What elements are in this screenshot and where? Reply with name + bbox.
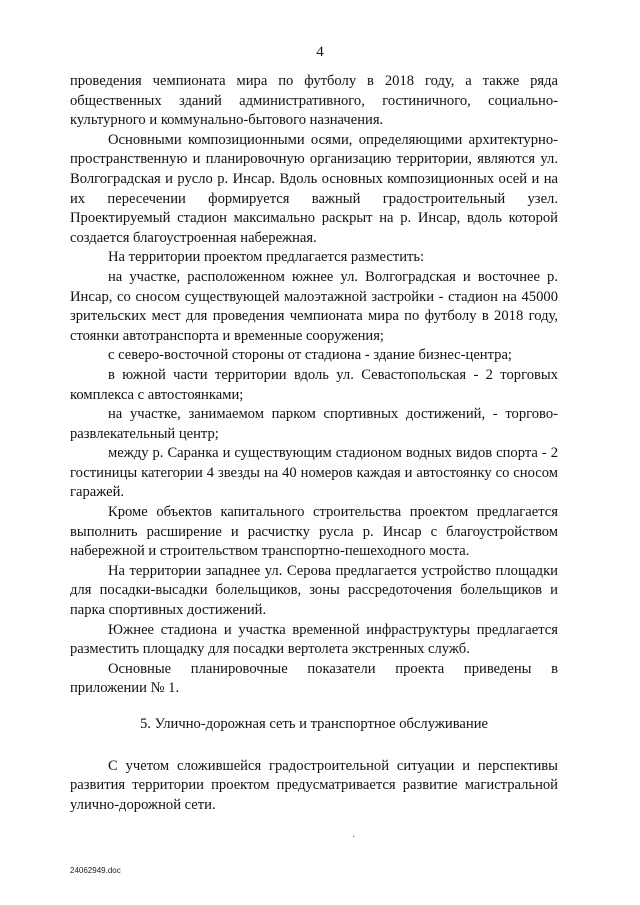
- page-number: 4: [316, 44, 324, 60]
- paragraph-7: на участке, занимаемом парком спортивных достижений, - торгово-развлекательный центр;: [70, 406, 558, 442]
- document-file-id: 24062949.doc: [70, 866, 121, 875]
- section-heading: 5. Улично-дорожная сеть и транспортное обслуживание: [139, 716, 488, 732]
- paragraph-1: проведения чемпионата мира по футболу в 2018 году, а также ряда общественных зданий административного, гостиничного, социально-культурного и коммунально-бытового назначения.: [70, 73, 558, 129]
- paragraph-11: Южнее стадиона и участка временной инфраструктуры предлагается разместить площадку для посадки вертолета экстренных служб.: [70, 621, 558, 658]
- paragraph-3: На территории проектом предлагается разместить:: [108, 249, 425, 266]
- paragraph-13: С учетом сложившейся градостроительной ситуации и перспективы развития территории проектом предусматривается развитие магистральной улично-дорожной сети.: [70, 757, 558, 813]
- paragraph-9: Кроме объектов капитального строительства проектом предлагается выполнить расширение и расчистку русла р. Инсар с благоустройством набережной и строительством транспортно-пешеходного моста.: [70, 504, 558, 560]
- paragraph-4: на участке, расположенном южнее ул. Волгоградская и восточнее р. Инсар, со сносом существующей малоэтажной застройки - стадион на 45000 зрительских мест для проведения чемпионата мира по футболу в 2018 году, стоянки автотранспорта и временные сооружения;: [70, 268, 558, 344]
- document-body: [70, 72, 558, 815]
- paragraph-2: Основными композиционными осями, определяющими архитектурно-пространственную и планировочную организацию территории, являются ул. Волгоградская и русло р. Инсар. Вдоль основных композиционных осей и на их пересечении формируется важный градостроительный узел. Проектируемый стадион максимально раскрыт на р. Инсар, вдоль которой создается благоустроенная набережная.: [70, 131, 558, 246]
- scan-dot-mark: ·: [352, 832, 356, 843]
- paragraph-12: Основные планировочные показатели проекта приведены в приложении № 1.: [70, 660, 558, 697]
- paragraph-5: с северо-восточной стороны от стадиона - здание бизнес-центра;: [108, 347, 512, 364]
- paragraph-6: в южной части территории вдоль ул. Севастопольская - 2 торговых комплекса с автостоянками;: [70, 366, 558, 403]
- paragraph-8: между р. Саранка и существующим стадионом водных видов спорта - 2 гостиницы категории 4 звезды на 40 номеров каждая и автостоянку со сносом гаражей.: [70, 445, 558, 501]
- paragraph-10: На территории западнее ул. Серова предлагается устройство площадки для посадки-высадки болельщиков, зоны рассредоточения болельщиков и парка спортивных достижений.: [70, 562, 558, 619]
